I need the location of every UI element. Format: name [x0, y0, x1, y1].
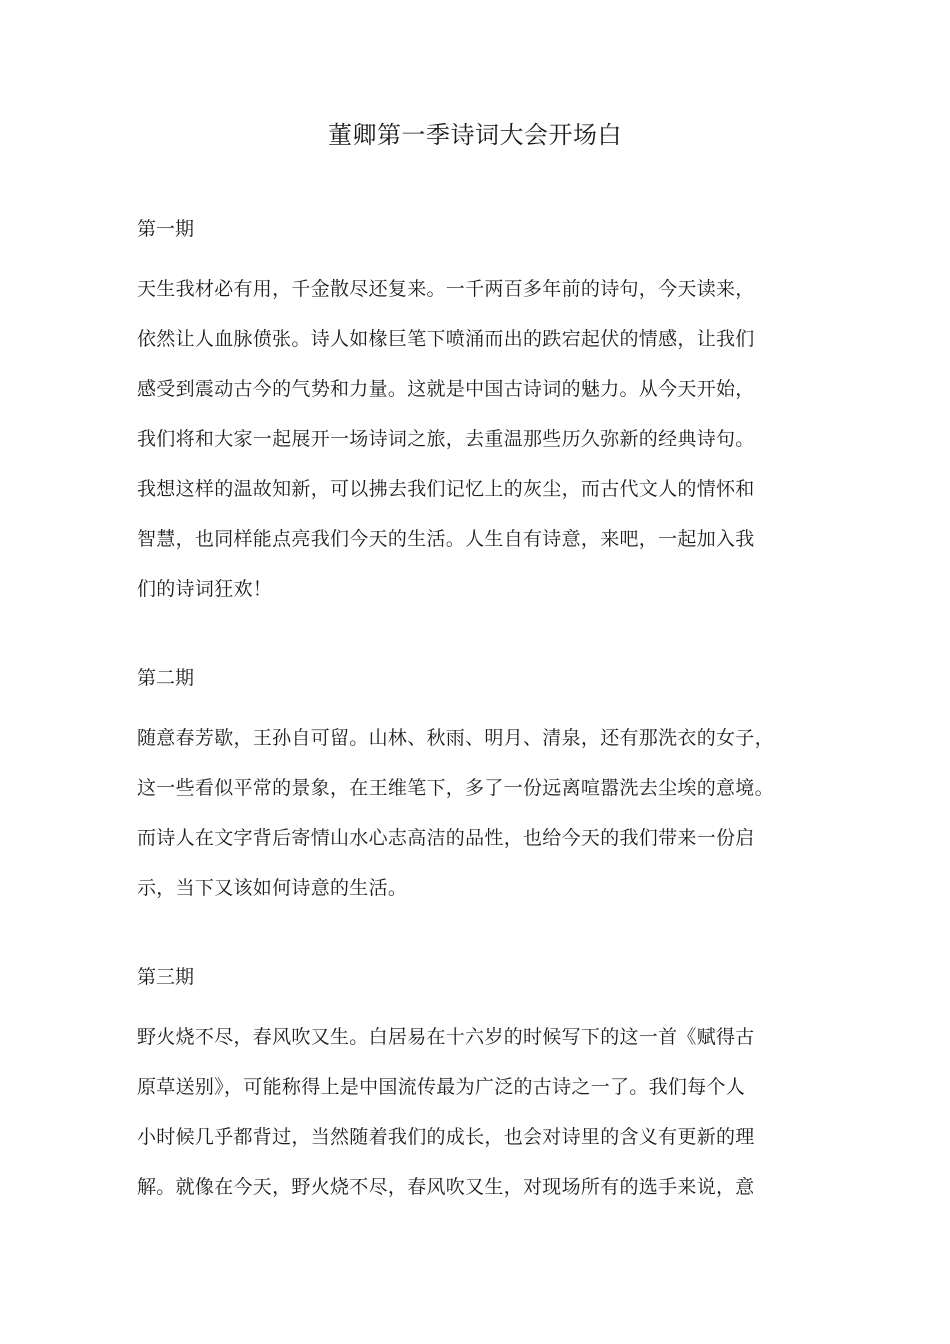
- document-title: 董卿第一季诗词大会开场白: [328, 121, 622, 149]
- section-heading: 第三期: [137, 966, 195, 988]
- paragraph: [137, 264, 837, 614]
- paragraph-line: 这一些看似平常的景象，在王维笔下，多了一份远离喧嚣洗去尘埃的意境。: [137, 777, 774, 799]
- section-heading: 第一期: [137, 218, 195, 240]
- paragraph-line: 示，当下又该如何诗意的生活。: [137, 877, 408, 899]
- section-episode-3: [137, 962, 837, 1212]
- paragraph-line: 小时候几乎都背过，当然随着我们的成长，也会对诗里的含义有更新的理: [137, 1126, 755, 1148]
- paragraph-line: 依然让人血脉偾张。诗人如椽巨笔下喷涌而出的跌宕起伏的情感，让我们: [137, 328, 755, 350]
- section-episode-1: [137, 214, 837, 614]
- paragraph-line: 野火烧不尽，春风吹又生。白居易在十六岁的时候写下的这一首《赋得古: [137, 1026, 755, 1048]
- paragraph-line: 智慧，也同样能点亮我们今天的生活。人生自有诗意，来吧，一起加入我: [137, 528, 755, 550]
- paragraph-line: 随意春芳歇，王孙自可留。山林、秋雨、明月、清泉，还有那洗衣的女子，: [137, 727, 774, 749]
- paragraph-line: 解。就像在今天，野火烧不尽，春风吹又生，对现场所有的选手来说，意: [137, 1176, 755, 1198]
- paragraph: [137, 713, 837, 913]
- paragraph-line: 感受到震动古今的气势和力量。这就是中国古诗词的魅力。从今天开始，: [137, 378, 755, 400]
- section-episode-2: [137, 663, 837, 913]
- paragraph: [137, 1012, 837, 1212]
- paragraph-line: 而诗人在文字背后寄情山水心志高洁的品性，也给今天的我们带来一份启: [137, 827, 755, 849]
- paragraph-line: 我想这样的温故知新，可以拂去我们记忆上的灰尘，而古代文人的情怀和: [137, 478, 755, 500]
- section-heading: 第二期: [137, 667, 195, 689]
- paragraph-line: 原草送别》，可能称得上是中国流传最为广泛的古诗之一了。我们每个人: [137, 1076, 746, 1098]
- paragraph-line: 们的诗词狂欢！: [137, 578, 273, 600]
- paragraph-line: 我们将和大家一起展开一场诗词之旅，去重温那些历久弥新的经典诗句。: [137, 428, 755, 450]
- paragraph-line: 天生我材必有用，千金散尽还复来。一千两百多年前的诗句，今天读来，: [137, 278, 755, 300]
